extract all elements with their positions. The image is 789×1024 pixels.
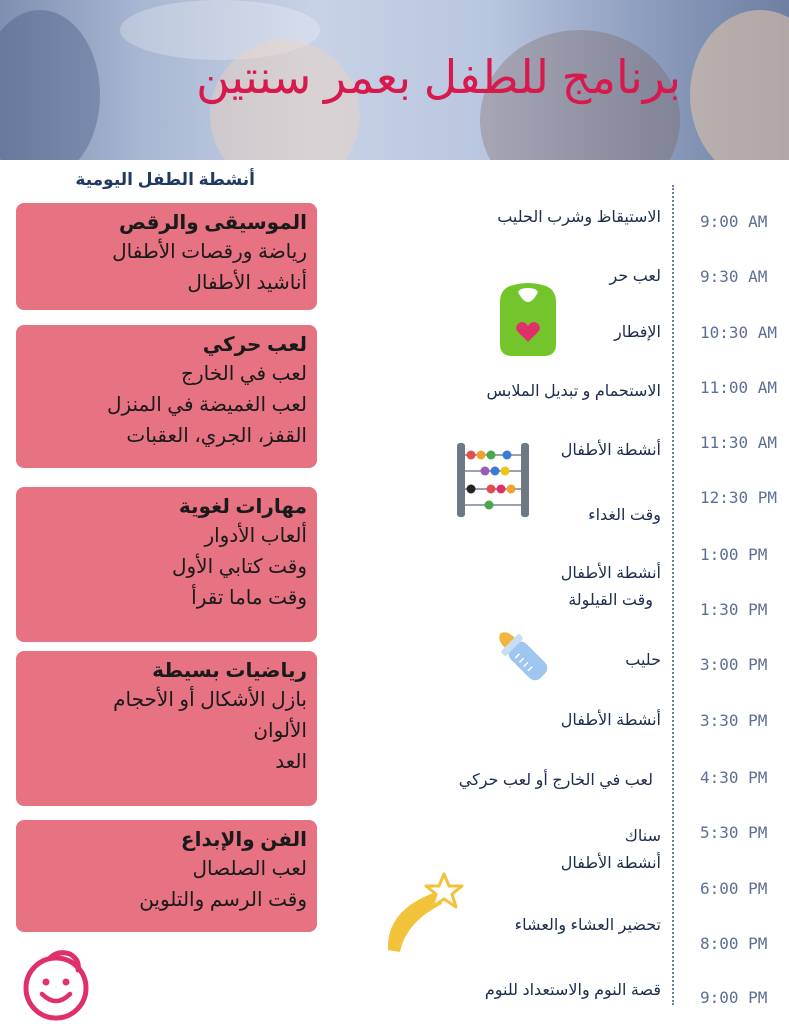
card-item: لعب الغميضة في المنزل — [106, 394, 307, 416]
schedule-activity: الإفطار — [614, 324, 661, 341]
banner-photo-shape — [0, 10, 100, 160]
card-item: وقت ماما تقرأ — [191, 587, 307, 609]
schedule-activity: الاستيقاظ وشرب الحليب — [497, 209, 661, 226]
schedule-time: 9:00 AM — [700, 212, 768, 231]
schedule-time: 1:30 PM — [700, 600, 768, 619]
schedule-activity: أنشطة الأطفال — [560, 712, 661, 729]
schedule-activity: وقت الغداء — [588, 507, 661, 524]
schedule-time: 1:00 PM — [700, 545, 768, 564]
baby-bib-icon — [500, 282, 556, 358]
banner-photo-shape — [690, 10, 789, 160]
schedule-time: 6:00 PM — [700, 879, 768, 898]
schedule-time: 4:30 PM — [700, 768, 768, 787]
schedule-activity: لعب في الخارج أو لعب حركي — [458, 772, 653, 789]
schedule-time: 3:00 PM — [700, 655, 768, 674]
activity-card-language — [16, 487, 317, 642]
card-item: لعب في الخارج — [181, 363, 307, 385]
schedule-activity: أنشطة الأطفال — [560, 442, 661, 459]
card-heading: الفن والإبداع — [180, 829, 307, 851]
schedule-activity: قصة النوم والاستعداد للنوم — [484, 982, 661, 999]
card-item: وقت كتابي الأول — [171, 556, 307, 578]
schedule-activity: أنشطة الأطفال — [560, 565, 661, 582]
schedule-time: 12:30 PM — [700, 488, 778, 507]
card-item: الألوان — [253, 720, 307, 742]
card-item: العد — [275, 751, 307, 773]
activity-card-math — [16, 651, 317, 806]
schedule-time: 9:30 AM — [700, 267, 768, 286]
card-heading: الموسيقى والرقص — [119, 212, 307, 234]
schedule-time: 8:00 PM — [700, 934, 768, 953]
card-item: رياضة ورقصات الأطفال — [112, 241, 307, 263]
card-item: لعب الصلصال — [192, 858, 307, 880]
schedule-activity: لعب حر — [609, 268, 661, 285]
card-heading: لعب حركي — [202, 334, 307, 356]
schedule-activity: حليب — [625, 652, 661, 669]
shooting-star-icon — [384, 870, 466, 954]
schedule-activity: وقت القيلولة — [568, 592, 653, 609]
schedule-time: 9:00 PM — [700, 988, 768, 1007]
page-title: برنامج للطفل بعمر سنتين — [196, 51, 681, 103]
schedule-time: 10:30 AM — [700, 323, 778, 342]
schedule-activity: الاستحمام و تبديل الملابس — [486, 383, 661, 400]
smiley-baby-logo — [20, 948, 98, 1022]
activity-card-motor-play — [16, 325, 317, 468]
schedule-time: 11:30 AM — [700, 433, 778, 452]
schedule-time: 5:30 PM — [700, 823, 768, 842]
activity-card-music — [16, 203, 317, 310]
card-heading: مهارات لغوية — [178, 496, 307, 518]
schedule-activity: أنشطة الأطفال — [560, 855, 661, 872]
baby-bottle-icon — [492, 624, 554, 688]
schedule-activity: تحضير العشاء والعشاء — [514, 917, 661, 934]
schedule-activity: سناك — [624, 828, 661, 845]
timeline-divider — [672, 185, 674, 1005]
activities-heading: أنشطة الطفل اليومية — [75, 170, 255, 189]
card-item: ألعاب الأدوار — [204, 525, 307, 547]
schedule-time: 3:30 PM — [700, 711, 768, 730]
activity-card-art — [16, 820, 317, 932]
card-item: بازل الأشكال أو الأحجام — [113, 689, 307, 711]
card-item: أناشيد الأطفال — [187, 272, 307, 294]
schedule-time: 11:00 AM — [700, 378, 778, 397]
card-item: القفز، الجري، العقبات — [126, 425, 307, 447]
card-item: وقت الرسم والتلوين — [139, 889, 307, 911]
card-heading: رياضيات بسيطة — [152, 660, 307, 682]
header-banner — [0, 0, 789, 160]
abacus-icon — [455, 441, 531, 519]
